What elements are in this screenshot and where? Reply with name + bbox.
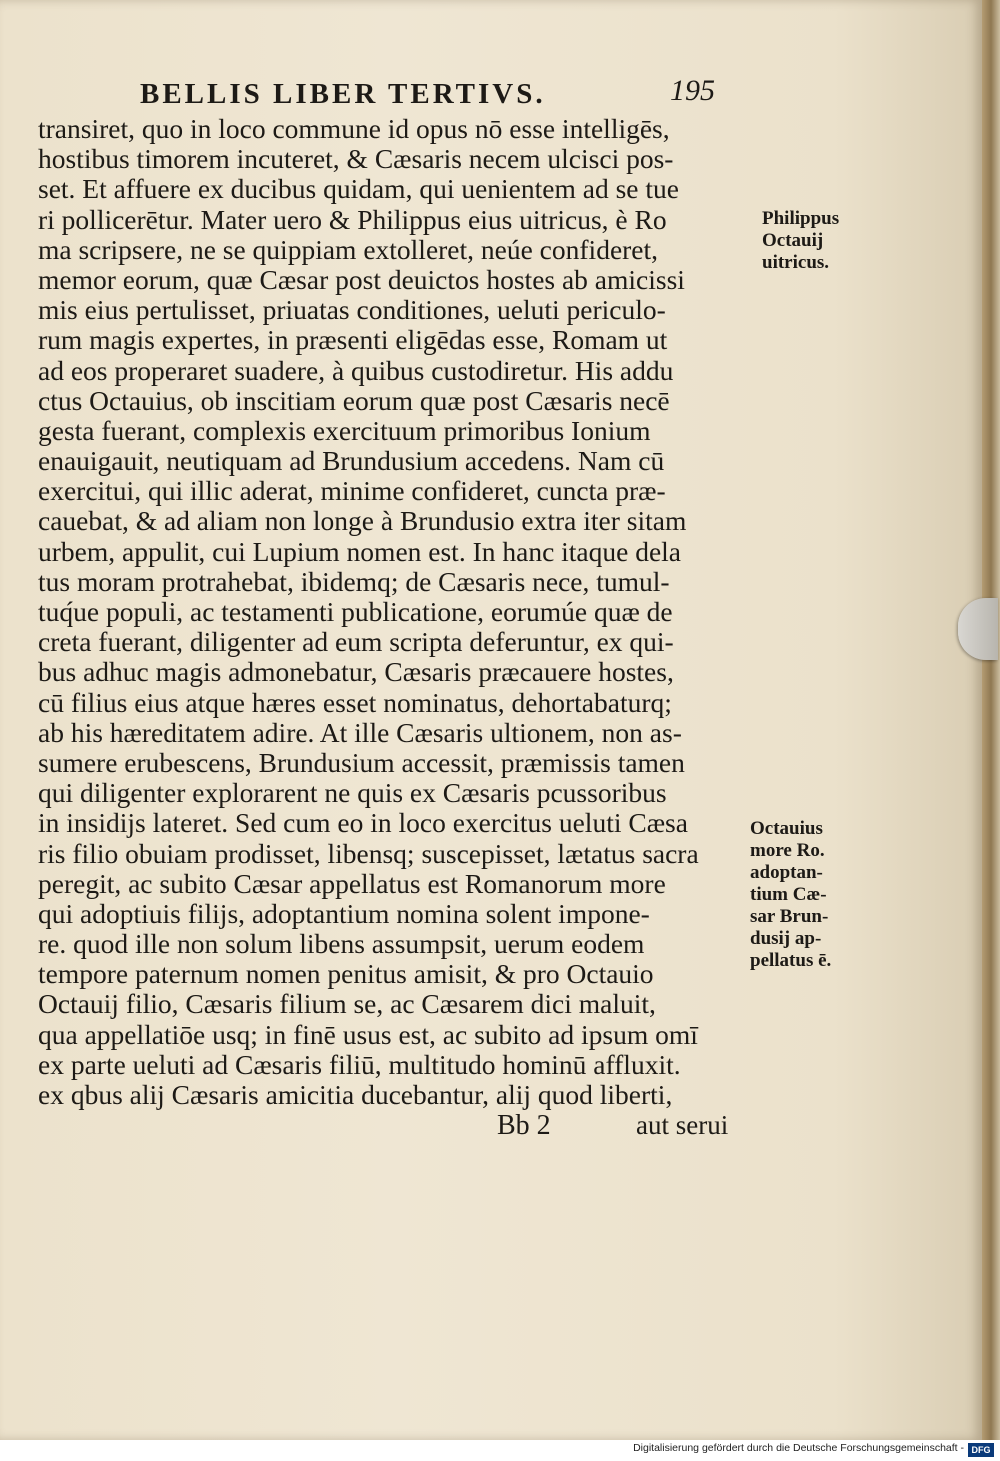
text-line: rum magis expertes, in præsenti eligēdas esse, Romam ut: [38, 325, 668, 356]
text-line: ab his hæreditatem adire. At ille Cæsaris ultionem, non as-: [38, 717, 682, 748]
note-line: dusij ap-: [750, 928, 822, 949]
note-line: tium Cæ-: [750, 884, 827, 905]
text-line: ctus Octauius, ob inscitiam eorum quæ post Cæsaris necē: [38, 385, 670, 416]
text-line: bus adhuc magis admonebatur, Cæsaris præcauere hostes,: [38, 657, 674, 688]
text-line: ri pollicerētur. Mater uero & Philippus eius uitricus, è Ro: [38, 204, 667, 235]
text-line: Octauij filio, Cæsaris filium se, ac Cæsarem dici maluit,: [38, 989, 656, 1020]
text-line: qui adoptiuis filijs, adoptantium nomina solent impone-: [38, 898, 650, 929]
text-line: ma scripsere, ne se quippiam extolleret, neúe confideret,: [38, 234, 659, 265]
text-line: cū filius eius atque hæres esset nominatus, dehortabaturq;: [38, 687, 672, 718]
text-line: ex qbus alij Cæsaris amicitia ducebantur, alij quod liberti,: [38, 1080, 673, 1110]
text-line: tempore paternum nomen penitus amisit, & pro Octauio: [38, 959, 654, 990]
text-line: in insidijs lateret. Sed cum eo in loco exercitus ueluti Cæsa: [38, 808, 688, 839]
text-line: cauebat, & ad aliam non longe à Brundusio extra iter sitam: [38, 506, 687, 537]
text-line: ris filio obuiam prodisset, libensq; suscepisset, lætatus sacra: [38, 838, 699, 869]
marginal-note-philippus: [762, 208, 839, 274]
running-head: BELLIS LIBER TERTIVS.: [140, 78, 546, 110]
text-line: memor eorum, quæ Cæsar post deuictos hostes ab amicissi: [38, 264, 685, 295]
note-line: adoptan-: [750, 862, 823, 883]
digitization-credit: Digitalisierung gefördert durch die Deutsche Forschungsgemeinschaft -: [633, 1442, 964, 1454]
text-line: enauigauit, neutiquam ad Brundusium accedens. Nam cū: [38, 446, 665, 477]
text-line: ad eos properaret suadere, à quibus custodiretur. His addu: [38, 355, 674, 386]
note-line: sar Brun-: [750, 906, 829, 927]
page-header: [140, 74, 760, 114]
page-edge: [982, 0, 1000, 1440]
catchword: aut serui: [636, 1110, 729, 1140]
text-line: re. quod ille non solum libens assumpsit, uerum eodem: [38, 929, 645, 960]
signature-mark: Bb 2: [497, 1110, 551, 1141]
text-line: set. Et affuere ex ducibus quidam, qui uenientem ad se tue: [38, 174, 679, 205]
text-line: urbem, appulit, cui Lupium nomen est. In hanc itaque dela: [38, 536, 682, 567]
text-line: hostibus timorem incuteret, & Cæsaris necem ulcisci pos-: [38, 144, 674, 175]
text-line: qua appellatiōe usq; in finē usus est, ac subito ad ipsum omī: [38, 1019, 698, 1050]
text-line: mis eius pertulisset, priuatas conditiones, ueluti periculo-: [38, 295, 666, 326]
text-line: sumere erubescens, Brundusium accessit, præmissis tamen: [38, 747, 685, 778]
text-line: creta fuerant, diligenter ad eum scripta deferuntur, ex qui-: [38, 627, 674, 658]
marginal-note-octauius: [750, 818, 831, 972]
note-line: uitricus.: [762, 252, 830, 273]
main-text-block: [38, 114, 758, 1110]
dfg-logo: DFG: [968, 1443, 994, 1457]
note-line: Philippus: [762, 208, 840, 229]
folio-number: 195: [670, 74, 715, 107]
note-line: pellatus ē.: [750, 950, 832, 971]
note-line: Octauius: [750, 818, 823, 839]
text-line: peregit, ac subito Cæsar appellatus est Romanorum more: [38, 868, 666, 899]
text-line: ex parte ueluti ad Cæsaris filiū, multitudo hominū affluxit.: [38, 1049, 681, 1080]
text-line: gesta fuerant, complexis exercituum primoribus Ionium: [38, 415, 651, 446]
note-line: more Ro.: [750, 840, 825, 861]
text-line: transiret, quo in loco commune id opus nō esse intelligēs,: [38, 114, 670, 144]
text-line: tuq́ue populi, ac testamenti publicatione, eorumúe quæ de: [38, 597, 673, 627]
text-line: tus moram protrahebat, ibidemq; de Cæsaris nece, tumul-: [38, 566, 670, 597]
text-line: qui diligenter explorarent ne quis ex Cæsaris pcussoribus: [38, 778, 667, 809]
text-line: exercitui, qui illic aderat, minime confideret, cuncta præ-: [38, 476, 666, 507]
note-line: Octauij: [762, 230, 824, 251]
